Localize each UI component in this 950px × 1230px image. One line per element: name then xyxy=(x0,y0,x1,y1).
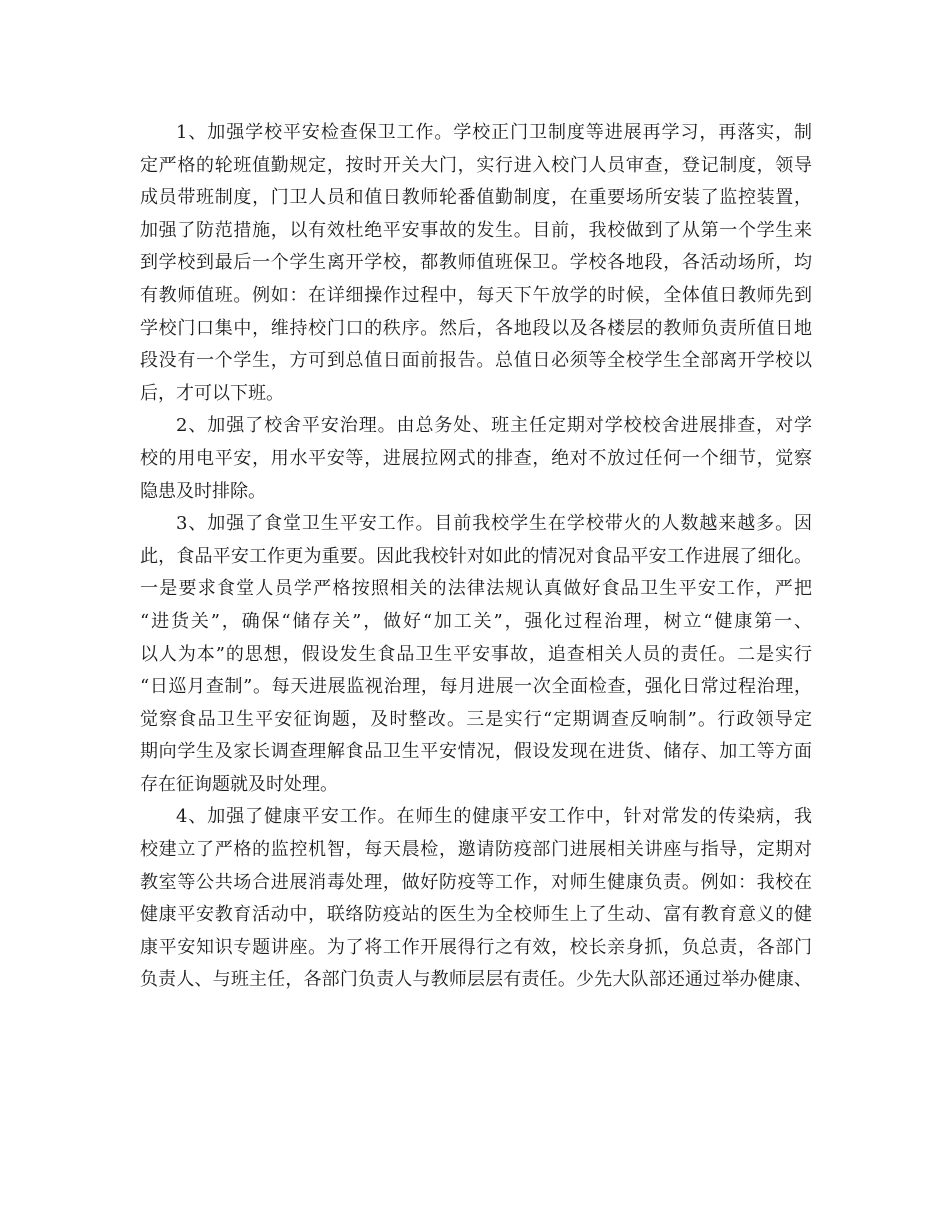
paragraph xyxy=(140,508,812,801)
paragraph-line: 存在征询题就及时处理。 xyxy=(140,773,338,795)
paragraph-line: 康平安知识专题讲座。为了将工作开展得行之有效，校长亲身抓，负总责，各部门 xyxy=(140,936,812,958)
paragraph-line: 加强了防范措施，以有效杜绝平安事故的发生。目前，我校做到了从第一个学生来 xyxy=(140,219,812,241)
paragraph-line: 负责人、与班主任，各部门负责人与教师层层有责任。少先大队部还通过举办健康、 xyxy=(140,969,812,991)
paragraph xyxy=(140,410,812,508)
paragraph-line: 校的用电平安，用水平安等，进展拉网式的排查，绝对不放过任何一个细节，觉察 xyxy=(140,447,812,469)
paragraph-line: 校建立了严格的监控机智，每天晨检，邀请防疫部门进展相关讲座与指导，定期对 xyxy=(140,839,812,861)
paragraph-line: 学校门口集中，维持校门口的秩序。然后，各地段以及各楼层的教师负责所值日地 xyxy=(140,317,812,339)
paragraph-line: 4、加强了健康平安工作。在师生的健康平安工作中，针对常发的传染病，我 xyxy=(176,806,812,828)
document-body xyxy=(140,117,812,997)
paragraph-line: 健康平安教育活动中，联络防疫站的医生为全校师生上了生动、富有教育意义的健 xyxy=(140,904,812,926)
paragraph xyxy=(140,117,812,410)
paragraph xyxy=(140,801,812,997)
paragraph-line: 1、加强学校平安检查保卫工作。学校正门卫制度等进展再学习，再落实，制 xyxy=(176,122,812,143)
paragraph-line: 定严格的轮班值勤规定，按时开关大门，实行进入校门人员审查，登记制度，领导 xyxy=(140,154,812,176)
paragraph-line: 隐患及时排除。 xyxy=(140,480,266,502)
paragraph-line: 以人为本”的思想，假设发生食品卫生平安事故，追查相关人员的责任。二是实行 xyxy=(140,643,812,665)
paragraph-line: “日巡月查制”。每天进展监视治理，每月进展一次全面检查，强化日常过程治理， xyxy=(140,676,812,698)
paragraph-line: 期向学生及家长调查理解食品卫生平安情况，假设发现在进货、储存、加工等方面 xyxy=(140,741,812,763)
paragraph-line: “进货关”，确保“储存关”，做好“加工关”，强化过程治理，树立“健康第一、 xyxy=(140,610,812,632)
paragraph-line: 后，才可以下班。 xyxy=(140,382,284,404)
paragraph-line: 2、加强了校舍平安治理。由总务处、班主任定期对学校校舍进展排查，对学 xyxy=(176,415,812,437)
paragraph-line: 觉察食品卫生平安征询题，及时整改。三是实行“定期调查反响制”。行政领导定 xyxy=(140,708,812,730)
paragraph-line: 成员带班制度，门卫人员和值日教师轮番值勤制度，在重要场所安装了监控装置， xyxy=(140,187,812,209)
paragraph-line: 3、加强了食堂卫生平安工作。目前我校学生在学校带火的人数越来越多。因 xyxy=(176,513,812,535)
paragraph-line: 教室等公共场合进展消毒处理，做好防疫等工作，对师生健康负责。例如：我校在 xyxy=(140,871,812,893)
paragraph-line: 到学校到最后一个学生离开学校，都教师值班保卫。学校各地段，各活动场所，均 xyxy=(140,252,812,274)
paragraph-line: 此，食品平安工作更为重要。因此我校针对如此的情况对食品平安工作进展了细化。 xyxy=(140,545,812,567)
paragraph-line: 一是要求食堂人员学严格按照相关的法律法规认真做好食品卫生平安工作，严把 xyxy=(140,578,812,600)
paragraph-line: 段没有一个学生，方可到总值日面前报告。总值日必须等全校学生全部离开学校以 xyxy=(140,350,812,372)
paragraph-line: 有教师值班。例如：在详细操作过程中，每天下午放学的时候，全体值日教师先到 xyxy=(140,284,812,306)
